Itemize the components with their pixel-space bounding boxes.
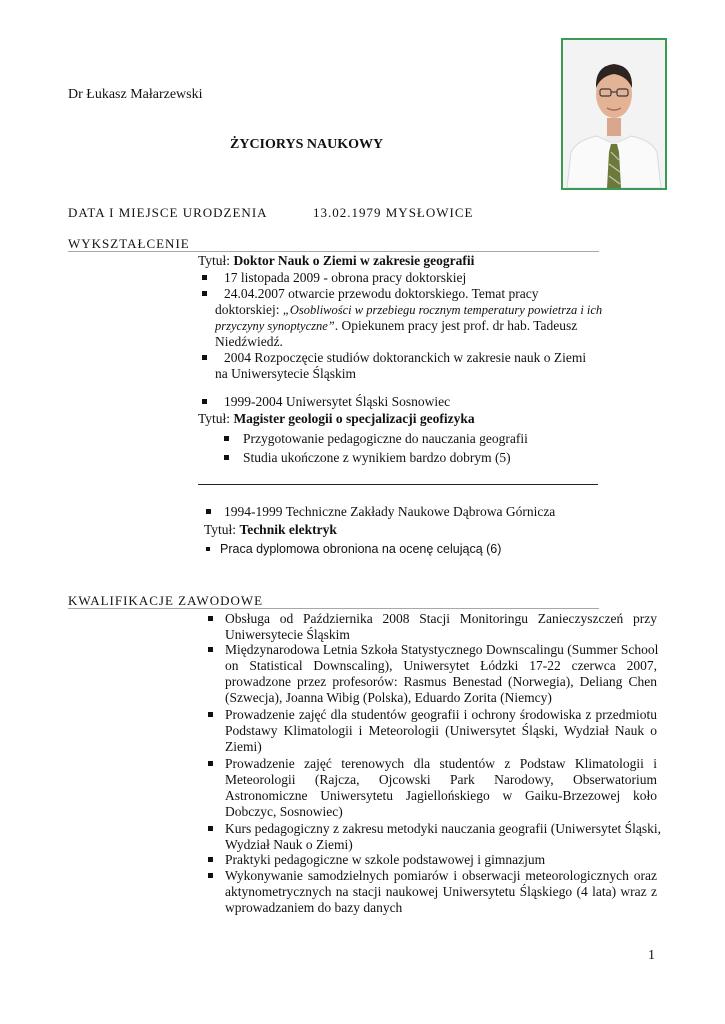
qualification-line: Wykonywanie samodzielnych pomiarów i obserwacji meteorologicznych oraz: [225, 868, 657, 883]
doctor-item-topic-line1: [215, 302, 602, 319]
qualification-line: Ziemi): [225, 739, 262, 754]
education-heading: WYKSZTAŁCENIE: [68, 236, 190, 251]
qualification-line: Uniwersytecie Śląskim: [225, 627, 350, 642]
doctor-item-studies-line2: na Uniwersytecie Śląskim: [215, 366, 356, 381]
portrait-photo: [561, 38, 667, 190]
bullet-icon: [224, 436, 229, 441]
birth-heading: DATA I MIEJSCE URODZENIA: [68, 205, 268, 220]
doctor-title-line: [198, 253, 474, 270]
qualification-line: Obsługa od Października 2008 Stacji Monitoringu Zanieczyszczeń przy: [225, 611, 657, 626]
master-title-prefix: Tytuł:: [198, 411, 234, 426]
technician-item-text: Praca dyplomowa obroniona na ocenę celującą (6): [220, 542, 502, 556]
education-heading-rule: [68, 251, 599, 252]
birth-value: 13.02.1979 MYSŁOWICE: [313, 205, 474, 220]
master-item: [224, 450, 511, 467]
doctor-supervisor-text: . Opiekunem pracy jest prof. dr hab. Tadeusz: [334, 318, 578, 333]
technician-title-line: [204, 522, 337, 539]
qualification-line: on Statistical Downscaling), Uniwersytet Łódzki 17-22 czerwca 2007,: [225, 658, 657, 673]
portrait-photo-icon: [563, 40, 665, 188]
qualification-line: Prowadzenie zajęć dla studentów geografii i ochrony środowiska z przedmiotu: [225, 707, 657, 722]
doctor-item-defense-text: 17 listopada 2009 - obrona pracy doktorskiej: [224, 270, 467, 285]
bullet-icon: [202, 399, 207, 404]
doctor-topic-label: doktorskiej:: [215, 302, 283, 317]
technician-title: Technik elektryk: [239, 522, 337, 537]
qualification-line: Podstawy Klimatologii i Meteorologii (Uniwersytet Śląski, Wydział Nauk o: [225, 723, 657, 738]
master-title: Magister geologii o specjalizacji geofizyka: [233, 411, 475, 426]
qualification-line: Meteorologii (Rajcza, Ojcowski Park Narodowy, Obserwatorium: [225, 772, 657, 787]
qualification-line: (Szwecja), Joanna Wibig (Polska), Eduardo Zorita (Niemcy): [225, 690, 552, 705]
qualification-line: prowadzone przez profesorów: Rasmus Benestad (Norwegia), Deliang Chen: [225, 674, 657, 689]
technician-item: [206, 541, 501, 558]
bullet-icon: [208, 647, 213, 652]
qualification-line: Praktyki pedagogiczne w szkole podstawowej i gimnazjum: [225, 852, 546, 867]
qualification-line: Międzynarodowa Letnia Szkoła Statystycznego Downscalingu (Summer School: [225, 642, 659, 657]
author-name: Dr Łukasz Małarzewski: [68, 87, 203, 102]
bullet-icon: [208, 826, 213, 831]
bullet-icon: [208, 873, 213, 878]
technician-title-prefix: Tytuł:: [204, 522, 240, 537]
master-title-line: [198, 411, 475, 428]
master-item-text: Studia ukończone z wynikiem bardzo dobrym (5): [243, 450, 511, 465]
bullet-icon: [224, 455, 229, 460]
school-text: 1994-1999 Techniczne Zakłady Naukowe Dąbrowa Górnicza: [224, 504, 556, 519]
doctor-item-opening: [202, 286, 538, 303]
bullet-icon: [202, 291, 207, 296]
bullet-icon: [202, 275, 207, 280]
school-item: [206, 504, 555, 521]
qualification-line: Wydział Nauk o Ziemi): [225, 837, 353, 852]
qualification-line: aktynometrycznych na stacji naukowej Uniwersytetu Śląskiego (4 lata) wraz z: [225, 884, 657, 899]
qualifications-heading-rule: [68, 608, 599, 609]
doctor-item-studies-text: 2004 Rozpoczęcie studiów doktoranckich w zakresie nauk o Ziemi: [224, 350, 587, 365]
master-item-text: Przygotowanie pedagogiczne do nauczania geografii: [243, 431, 528, 446]
doctor-item-defense: [202, 270, 466, 287]
bullet-icon: [202, 355, 207, 360]
qualification-line: Dobczyc, Sosnowiec): [225, 804, 343, 819]
page-number: 1: [648, 948, 655, 963]
qualifications-heading: KWALIFIKACJE ZAWODOWE: [68, 593, 264, 608]
qualification-line: Astronomiczne Uniwersytetu Jagiellońskiego w Gaiku-Brzezowej koło: [225, 788, 657, 803]
doctor-title-prefix: Tytuł:: [198, 253, 234, 268]
bullet-icon: [206, 547, 210, 551]
university-item: [202, 394, 450, 411]
bullet-icon: [208, 616, 213, 621]
bullet-icon: [208, 761, 213, 766]
bullet-icon: [206, 509, 211, 514]
doctor-title: Doktor Nauk o Ziemi w zakresie geografii: [233, 253, 475, 268]
master-item: [224, 431, 528, 448]
doctor-item-topic-line2: [215, 318, 577, 335]
document-title: ŻYCIORYS NAUKOWY: [230, 137, 384, 152]
qualification-line: Kurs pedagogiczny z zakresu metodyki nauczania geografii (Uniwersytet Śląski,: [225, 821, 661, 836]
doctor-item-studies: [202, 350, 586, 367]
doctor-supervisor-name: Niedźwiedź.: [215, 334, 283, 349]
bullet-icon: [208, 712, 213, 717]
qualification-line: Prowadzenie zajęć terenowych dla studentów z Podstaw Klimatologii i: [225, 756, 657, 771]
doctor-topic-title-part1: „Osobliwości w przebiegu rocznym temperatury powietrza i ich: [282, 303, 603, 317]
bullet-icon: [208, 857, 213, 862]
doctor-item-opening-text: 24.04.2007 otwarcie przewodu doktorskiego. Temat pracy: [224, 286, 539, 301]
qualification-line: wprowadzaniem do bazy danych: [225, 900, 403, 915]
doctor-topic-title-part2: przyczyny synoptyczne”: [215, 319, 335, 333]
section-divider: [198, 484, 598, 485]
university-text: 1999-2004 Uniwersytet Śląski Sosnowiec: [224, 394, 451, 409]
